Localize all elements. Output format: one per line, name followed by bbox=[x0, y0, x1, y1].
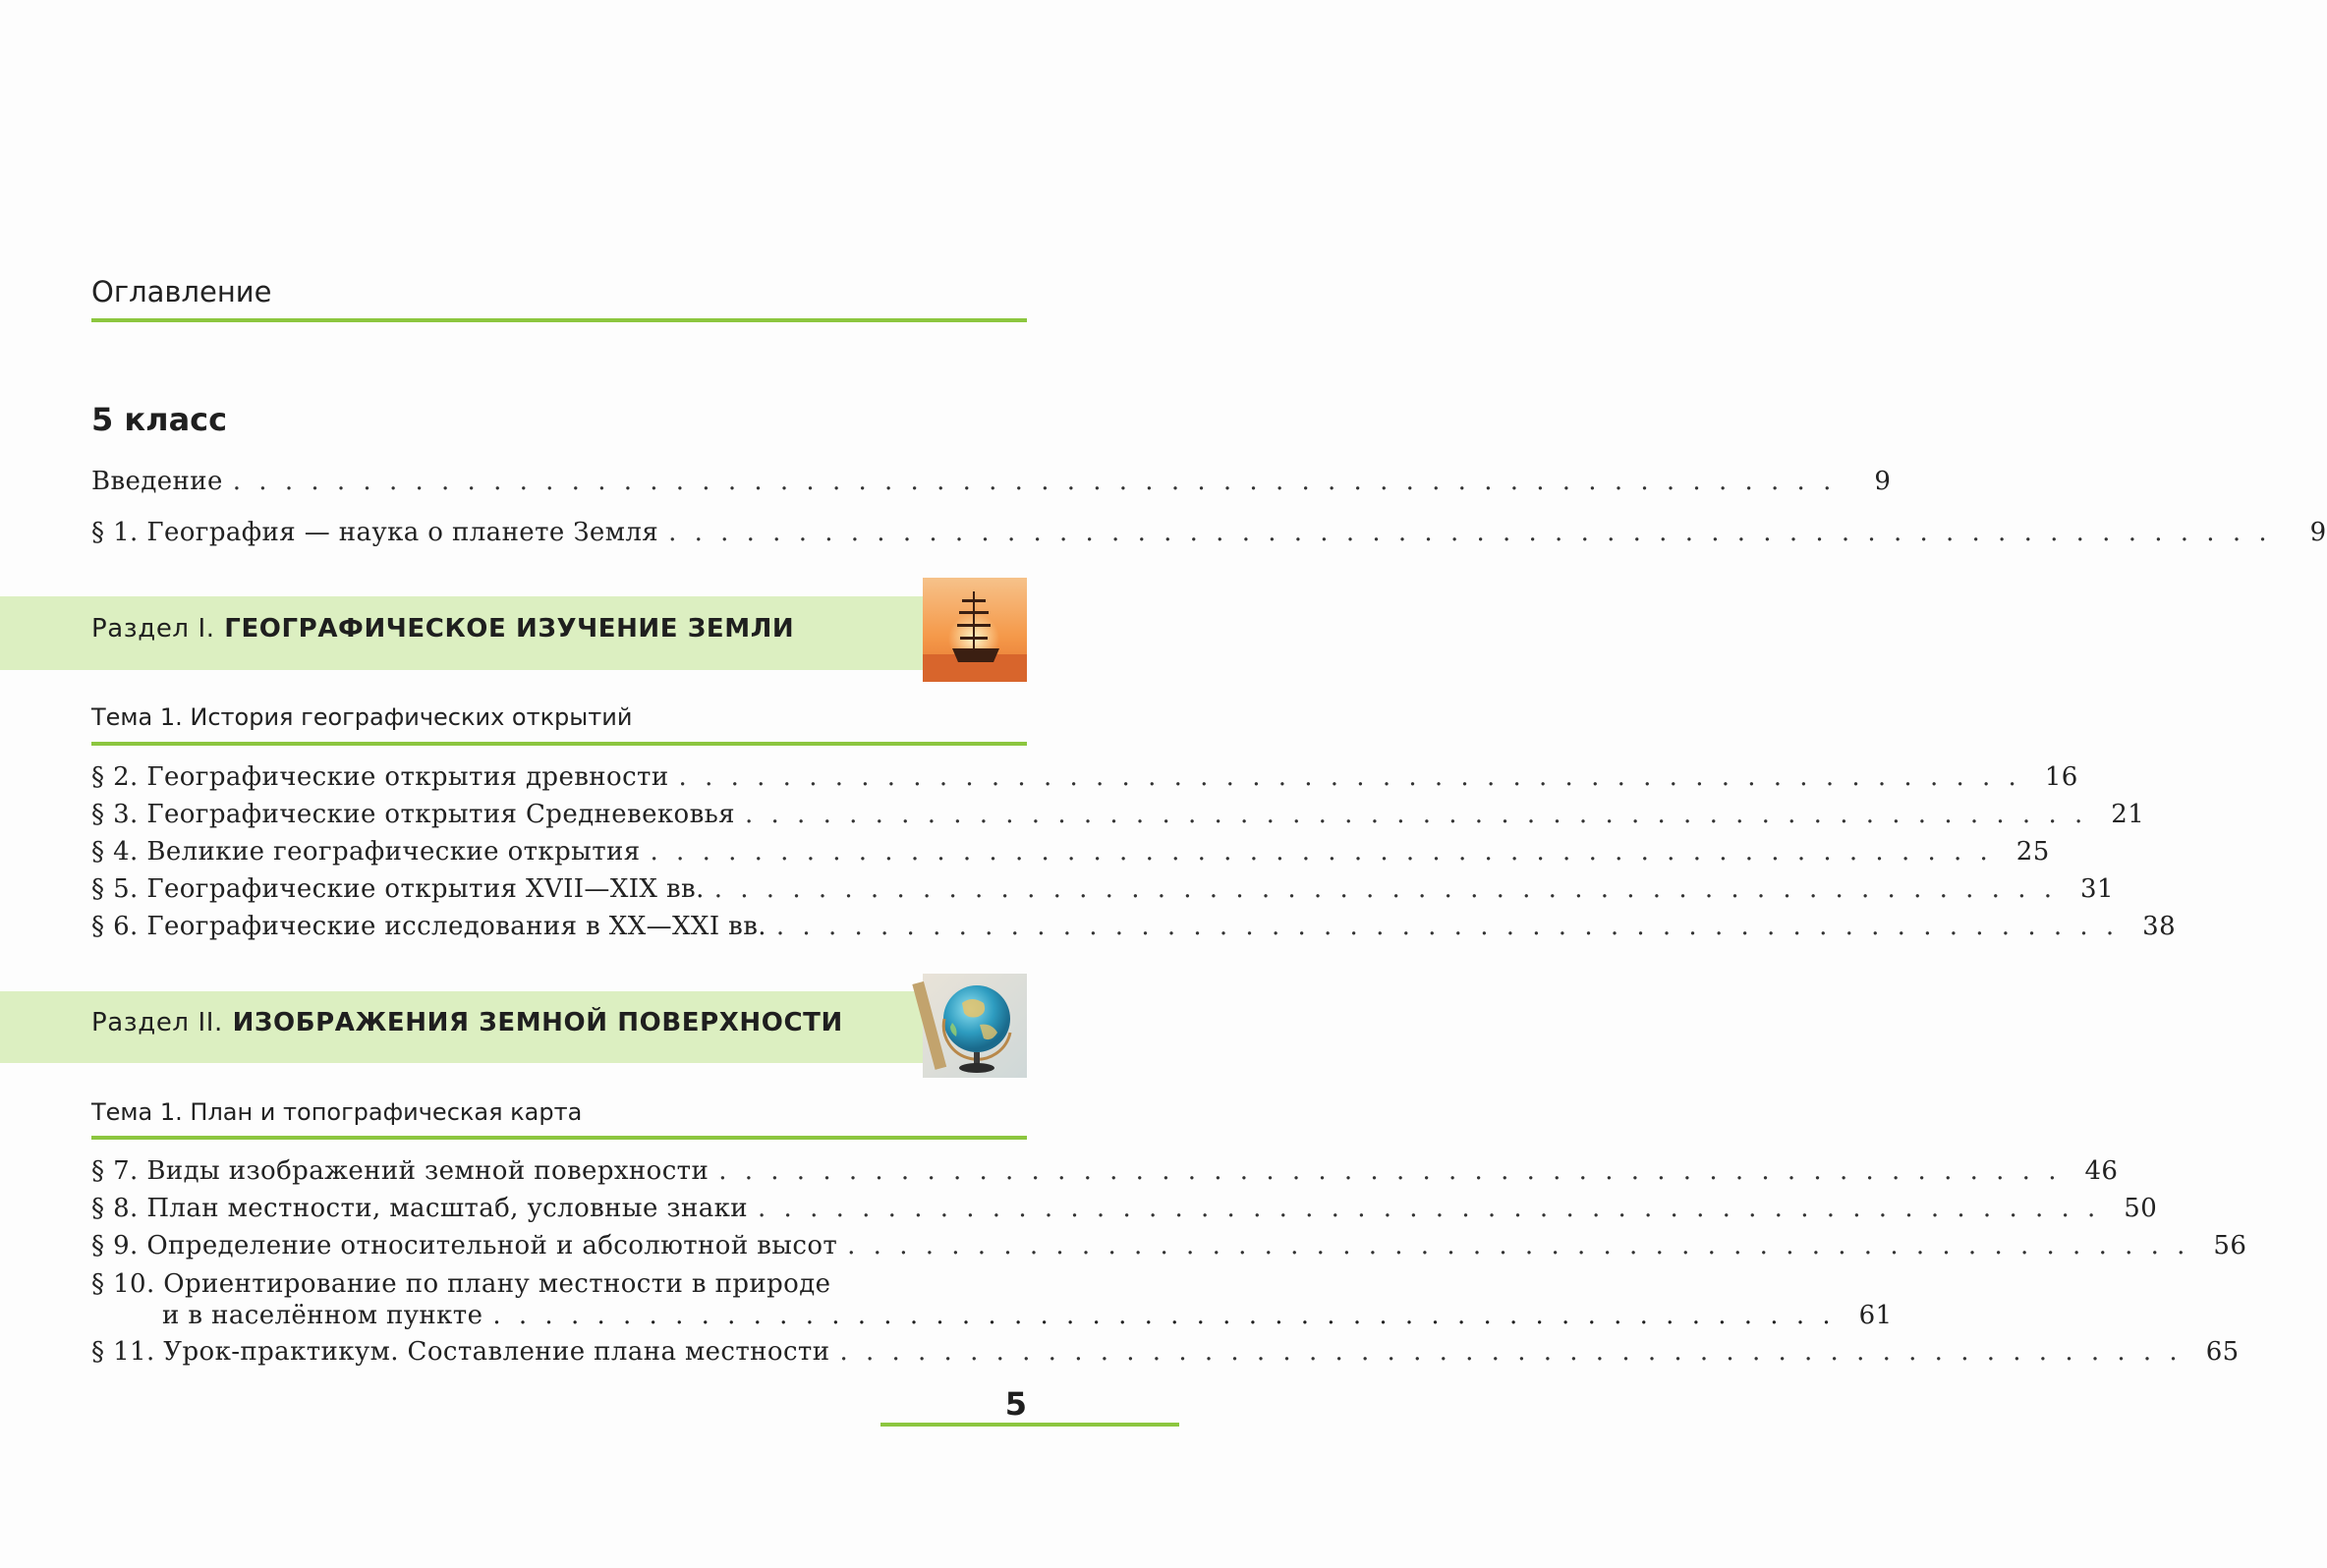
entry-text-line1: § 10. Ориентирование по плану местности в природе bbox=[91, 1269, 831, 1299]
entry-page: 9 bbox=[1874, 467, 1892, 496]
toc-entry-9[interactable] bbox=[91, 1227, 2247, 1264]
page-number: 5 bbox=[1004, 1385, 1027, 1423]
entry-page: 56 bbox=[2213, 1231, 2247, 1260]
leader-dots: . . . . . . . . . . . . . . . . . . . . . . . . . . . . . . . . . . . . . . . . . . . . . . . . . . . . . . . . . . . . . . bbox=[668, 518, 2272, 547]
entry-page: 31 bbox=[2080, 874, 2114, 904]
topic-2-rule bbox=[91, 1136, 1027, 1140]
entry-page: 50 bbox=[2124, 1194, 2158, 1223]
entry-page: 46 bbox=[2084, 1156, 2119, 1186]
title-rule bbox=[91, 318, 1027, 322]
toc-entry-1[interactable] bbox=[91, 514, 2327, 551]
leader-dots: . . . . . . . . . . . . . . . . . . . . . . . . . . . . . . . . . . . . . . . . . . . . . . . . . . . . bbox=[713, 874, 2057, 904]
globe-photo bbox=[923, 974, 1027, 1078]
entry-text: § 2. Географические открытия древности bbox=[91, 762, 669, 792]
entry-text: § 6. Географические исследования в XX—XXI вв. bbox=[91, 912, 766, 941]
section-1-topic: Тема 1. История географических открытий bbox=[91, 703, 633, 731]
toc-entry-8[interactable] bbox=[91, 1190, 2158, 1227]
entry-text: § 5. Географические открытия XVII—XIX вв. bbox=[91, 874, 705, 904]
section-2-heading[interactable] bbox=[91, 1008, 843, 1037]
entry-page: 21 bbox=[2111, 800, 2145, 829]
entry-page: 38 bbox=[2142, 912, 2177, 941]
entry-text: § 4. Великие географические открытия bbox=[91, 837, 641, 867]
entry-page: 25 bbox=[2015, 837, 2050, 867]
entry-text-line2: и в населённом пункте bbox=[162, 1301, 483, 1330]
entry-page: 16 bbox=[2044, 762, 2078, 792]
entry-page: 61 bbox=[1858, 1301, 1893, 1330]
footer-rule bbox=[880, 1423, 1179, 1427]
leader-dots: . . . . . . . . . . . . . . . . . . . . . . . . . . . . . . . . . . . . . . . . . . . . . . . . . . . . bbox=[847, 1231, 2190, 1260]
section-title: ГЕОГРАФИЧЕСКОЕ ИЗУЧЕНИЕ ЗЕМЛИ bbox=[224, 614, 795, 644]
entry-page: 9 bbox=[2309, 518, 2327, 547]
leader-dots: . . . . . . . . . . . . . . . . . . . . . . . . . . . . . . . . . . . . . . . . . . . . . . . . . . . . bbox=[839, 1337, 2183, 1367]
leader-dots: . . . . . . . . . . . . . . . . . . . . . . . . . . . . . . . . . . . . . . . . . . . . . . . . . . . . bbox=[744, 800, 2088, 829]
toc-entry-6[interactable] bbox=[91, 908, 2177, 945]
entry-text: § 9. Определение относительной и абсолютной высот bbox=[91, 1231, 838, 1260]
leader-dots: . . . . . . . . . . . . . . . . . . . . . . . . . . . . . . . . . . . . . . . . . . . . . . . . . . . . bbox=[492, 1301, 1836, 1330]
entry-text: § 3. Географические открытия Средневековья bbox=[91, 800, 735, 829]
entry-text: § 8. План местности, масштаб, условные знаки bbox=[91, 1194, 749, 1223]
section-prefix: Раздел II. bbox=[91, 1008, 223, 1037]
toc-entry-intro[interactable] bbox=[91, 463, 1892, 500]
leader-dots: . . . . . . . . . . . . . . . . . . . . . . . . . . . . . . . . . . . . . . . . . . . . . . . . . . . . bbox=[758, 1194, 2101, 1223]
toc-entry-11[interactable] bbox=[91, 1333, 2240, 1371]
toc-entry-10[interactable] bbox=[91, 1268, 1893, 1331]
toc-entry-7[interactable] bbox=[91, 1152, 2119, 1190]
leader-dots: . . . . . . . . . . . . . . . . . . . . . . . . . . . . . . . . . . . . . . . . . . . . . . . . . . . . . . . . . . . . . . bbox=[232, 467, 1837, 496]
section-prefix: Раздел I. bbox=[91, 614, 215, 644]
leader-dots: . . . . . . . . . . . . . . . . . . . . . . . . . . . . . . . . . . . . . . . . . . . . . . . . . . . . bbox=[650, 837, 1993, 867]
section-title: ИЗОБРАЖЕНИЯ ЗЕМНОЙ ПОВЕРХНОСТИ bbox=[232, 1008, 843, 1037]
toc-entry-2[interactable] bbox=[91, 758, 2078, 796]
toc-entry-5[interactable] bbox=[91, 870, 2114, 908]
sailing-ship-photo bbox=[923, 578, 1027, 682]
leader-dots: . . . . . . . . . . . . . . . . . . . . . . . . . . . . . . . . . . . . . . . . . . . . . . . . . . . . bbox=[718, 1156, 2062, 1186]
leader-dots: . . . . . . . . . . . . . . . . . . . . . . . . . . . . . . . . . . . . . . . . . . . . . . . . . . . . bbox=[775, 912, 2120, 941]
entry-text: § 1. География — наука о планете Земля bbox=[91, 518, 659, 547]
toc-title: Оглавление bbox=[91, 275, 272, 308]
entry-text: Введение bbox=[91, 467, 223, 496]
entry-page: 65 bbox=[2205, 1337, 2240, 1367]
leader-dots: . . . . . . . . . . . . . . . . . . . . . . . . . . . . . . . . . . . . . . . . . . . . . . . . . . . . bbox=[678, 762, 2021, 792]
grade-heading: 5 класс bbox=[91, 401, 228, 438]
section-1-heading[interactable] bbox=[91, 614, 794, 644]
entry-text: § 7. Виды изображений земной поверхности bbox=[91, 1156, 709, 1186]
toc-entry-3[interactable] bbox=[91, 796, 2145, 833]
topic-1-rule bbox=[91, 742, 1027, 746]
section-2-topic: Тема 1. План и топографическая карта bbox=[91, 1098, 583, 1126]
entry-text: § 11. Урок-практикум. Составление плана местности bbox=[91, 1337, 830, 1367]
toc-entry-4[interactable] bbox=[91, 833, 2050, 870]
